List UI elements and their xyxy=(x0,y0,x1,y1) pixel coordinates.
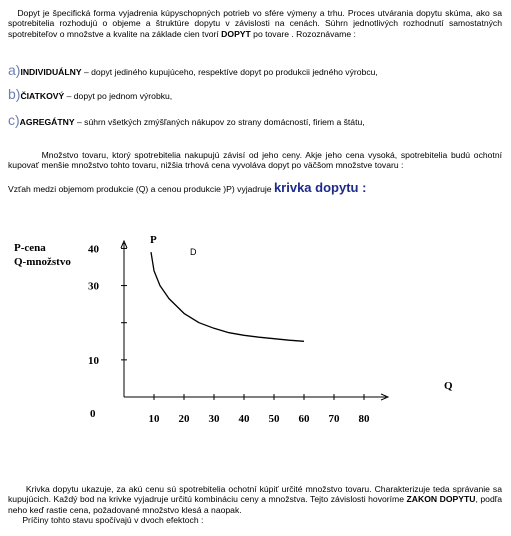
y-tick-label: 40 xyxy=(88,243,99,256)
quantity-paragraph xyxy=(8,150,502,171)
bottom-paragraph xyxy=(8,484,502,526)
definition-text: – dopyt po jednom výrobku, xyxy=(64,91,173,101)
bottom-text-2: , podľa neho keď rastie cena, požadované množstvo klesá a naopak. xyxy=(8,494,503,515)
x-tick-label: 10 xyxy=(148,413,160,425)
y-axis-label-price: P-cena xyxy=(14,242,46,254)
curve-label: D xyxy=(190,247,197,257)
x-tick-label: 60 xyxy=(298,413,310,425)
definition-text: – súhrn všetkých zmýšľaných nákupov zo strany domácností, firiem a štátu, xyxy=(74,117,365,127)
definition-text: – dopyt jediného kupujúceho, respektíve dopyt po produkcii jedného výrobcu, xyxy=(81,67,378,77)
x-tick-label: 20 xyxy=(178,413,190,425)
bottom-bold-term: ZAKON DOPYTU xyxy=(406,494,476,505)
definition-term: INDIVIDUÁLNY xyxy=(20,67,82,77)
y-tick-label: 10 xyxy=(88,354,99,367)
origin-label: 0 xyxy=(90,408,96,420)
y-tick-label: 30 xyxy=(88,280,99,293)
chart-axes xyxy=(88,241,388,425)
y-axis-letter: P xyxy=(150,234,157,246)
bottom-text-3: Príčiny tohto stavu spočívajú v dvoch efektoch : xyxy=(22,515,204,526)
intro-bold-term: DOPYT xyxy=(221,28,251,39)
definition-term: AGREGÁTNY xyxy=(19,117,75,127)
relation-text: Vzťah medzi objemom produkcie (Q) a cenou produkcie )P) vyjadruje xyxy=(8,184,272,194)
x-tick-label: 70 xyxy=(328,413,340,425)
relation-line xyxy=(8,180,366,195)
definition-letter: b) xyxy=(8,86,21,102)
definition-term: ČIATKOVÝ xyxy=(20,91,65,101)
intro-paragraph xyxy=(8,8,502,39)
demand-curve xyxy=(151,252,304,341)
intro-text: Dopyt je špecifická forma vyjadrenia kúpyschopných potrieb vo sfére výmeny a trhu. Proces utvárania dopytu skúma, ako sa spotrebitelia rozhodujú o objeme a štruktúre dopytu v závislosti na cenách. Súhrn jednotlivých rozhodnutí samostatných spotrebiteľov o množstve a kvalite na základe cien tvorí xyxy=(8,8,502,39)
definition-letter: a) xyxy=(8,62,21,78)
x-tick-label: 80 xyxy=(358,413,370,425)
x-tick-label: 30 xyxy=(208,413,220,425)
relation-highlight: krivka dopytu : xyxy=(273,180,367,195)
definition-letter: c) xyxy=(8,112,20,128)
x-axis-letter: Q xyxy=(444,380,453,392)
bottom-text-1: Krivka dopytu ukazuje, za akú cenu sú spotrebitelia ochotní kúpiť určité množstvo tovaru. Charakterizuje teda správanie sa kupujúcich. Každý bod na krivke vyjadruje určitú kombináciu ceny a množstva. Tejto závislosti hovoríme xyxy=(8,484,502,505)
definition-a xyxy=(8,64,502,78)
definition-c xyxy=(8,114,502,128)
demand-curve-chart xyxy=(0,228,511,438)
y-axis-label-quantity: Q-množstvo xyxy=(14,256,71,268)
x-tick-label: 50 xyxy=(268,413,280,425)
intro-tail: po tovare . Rozoznávame : xyxy=(253,28,356,39)
chart-marks xyxy=(151,252,304,341)
definition-b xyxy=(8,88,502,102)
x-tick-label: 40 xyxy=(238,413,250,425)
quantity-text: Množstvo tovaru, ktorý spotrebitelia nakupujú závisí od jeho ceny. Akje jeho cena vysoká, spotrebitelia budú ochotní kupovať menšie množstvo tohto tovaru, nižšia trhová cena vyvoláva dopyt po väčšom množstve tovaru : xyxy=(8,150,502,171)
